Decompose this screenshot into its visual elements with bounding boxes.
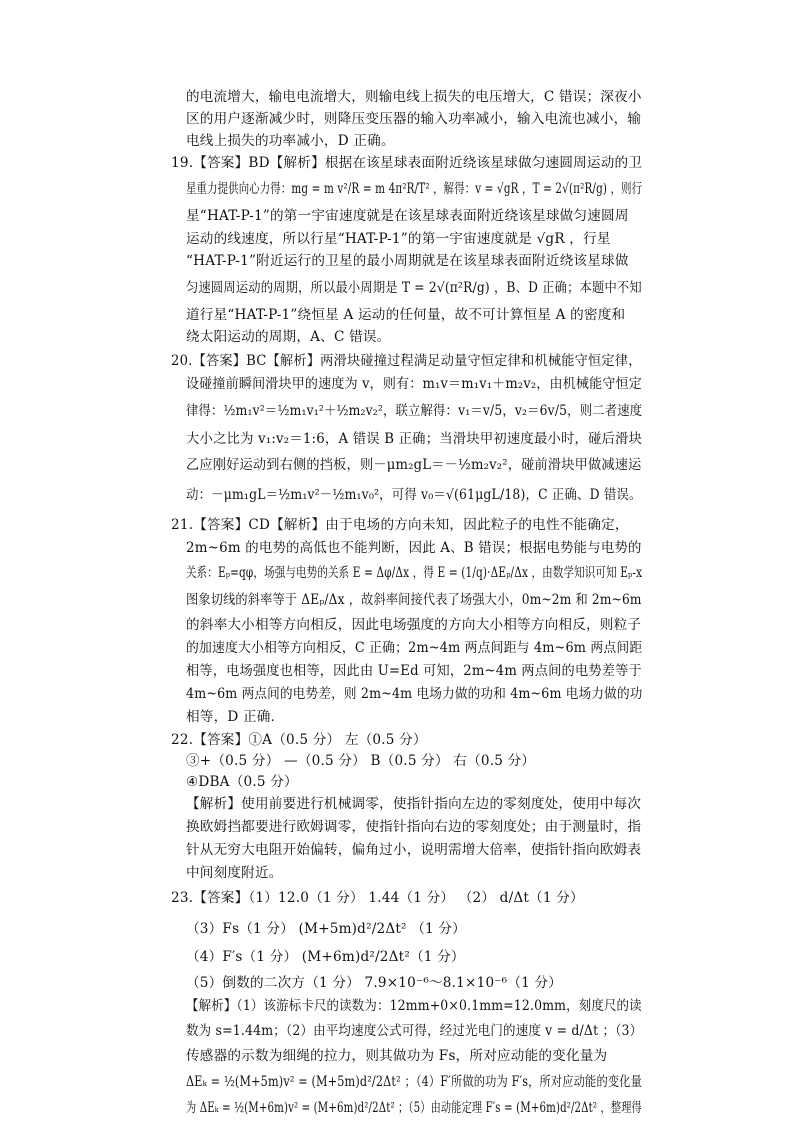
text-line-l35: （3）Fs（1 分） (M+5m)d²/2Δt² （1 分） — [186, 921, 466, 937]
text-line-l06: 星“HAT-P-1”的第一宇宙速度就是在该星球表面附近绕该星球做匀速圆周 — [186, 208, 629, 224]
text-line-l03: 电线上损失的功率减小，D 正确。 — [186, 133, 395, 149]
text-line-l24: 相等，电场强度也相等，因此由 U=Ed 可知，2m~4m 两点间的电势差等于 — [186, 663, 642, 679]
text-line-l02: 区的用户逐渐减少时，则降压变压器的输入功率减小，输入电流也减小，输 — [186, 111, 642, 127]
text-line-l15: 大小之比为 v₁:v₂＝1:6，A 错误 B 正确；当滑块甲初速度最小时，碰后滑块 — [186, 431, 643, 447]
text-line-l21: 图象切线的斜率等于 ΔEₚ/Δx ，故斜率间接代表了场强大小，0m~2m 和 2m~6m — [186, 592, 642, 608]
text-line-l39: 数为 s=1.44m；（2）由平均速度公式可得，经过光电门的速度 v = d/Δt ；（3） — [186, 1023, 643, 1039]
text-line-l33: 中间刻度附近。 — [186, 865, 283, 881]
text-line-l13: 设碰撞前瞬间滑块甲的速度为 v，则有：m₁v＝m₁v₁＋m₂v₂，由机械能守恒定 — [186, 376, 643, 392]
text-line-l04: 19.【答案】BD【解析】根据在该星球表面附近绕该星球做匀速圆周运动的卫 — [171, 155, 643, 171]
text-line-l10: 道行星“HAT-P-1”绕恒星 A 运动的任何量，故不可计算恒星 A 的密度和 — [186, 307, 626, 323]
text-line-l08: “HAT-P-1”附近运行的卫星的最小周期就是在该星球表面附近绕该星球做 — [186, 253, 629, 269]
text-line-l37: （5）倒数的二次方（1 分） 7.9×10⁻⁶～8.1×10⁻⁶（1 分） — [186, 975, 563, 991]
text-line-l30: 【解析】使用前要进行机械调零，使指针指向左边的零刻度处，使用中每次 — [186, 796, 642, 812]
text-line-l26: 相等，D 正确． — [186, 709, 285, 725]
text-line-l17: 动：－μm₁gL＝½m₁v²－½m₁v₀²，可得 v₀＝√(61μgL/18)，C 正确、D 错误。 — [186, 487, 642, 503]
text-line-l27: 22.【答案】①A（0.5 分） 左（0.5 分） — [171, 732, 427, 748]
text-line-l41: ΔEₖ = ½(M+5m)v² = (M+5m)d²/2Δt² ；（4）F′所做的功为 F′s，所对应动能的变化量 — [186, 1074, 642, 1090]
text-line-l23: 的加速度大小相等方向相反，C 正确；2m~4m 两点间距与 4m~6m 两点间距 — [186, 640, 643, 656]
text-line-l28: ③+（0.5 分） —（0.5 分） B（0.5 分） 右（0.5 分） — [186, 753, 536, 769]
text-line-l12: 20.【答案】BC【解析】两滑块碰撞过程满足动量守恒定律和机械能守恒定律， — [171, 353, 642, 369]
text-line-l22: 的斜率大小相等方向相反，因此电场强度的方向大小相等方向相反，则粒子 — [186, 617, 642, 633]
text-line-l31: 换欧姆挡都要进行欧姆调零，使指针指向右边的零刻度处；由于测量时，指 — [186, 819, 642, 835]
text-line-l11: 绕太阳运动的周期，A、C 错误。 — [186, 329, 391, 345]
text-line-l38: 【解析】（1）该游标卡尺的读数为：12mm+0×0.1mm=12.0mm，刻度尺的读 — [186, 998, 642, 1014]
text-line-l29: ④DBA（0.5 分） — [186, 774, 298, 790]
text-line-l05: 星重力提供向心力得：mg = m v²/R = m 4π²R/T² ，解得：v = √gR ，T = 2√(π²R/g) ，则行 — [186, 181, 643, 197]
text-line-l18: 21.【答案】CD【解析】由于电场的方向未知，因此粒子的电性不能确定， — [171, 517, 629, 533]
text-line-l16: 乙应刚好运动到右侧的挡板，则－μm₂gL＝－½m₂v₂²，碰前滑块甲做减速运 — [186, 457, 642, 473]
text-line-l25: 4m~6m 两点间的电势差，则 2m~4m 电场力做的功和 4m~6m 电场力做的功 — [186, 686, 643, 702]
text-line-l32: 针从无穷大电阻开始偏转，偏角过小，说明需增大倍率，使指针指向欧姆表 — [186, 842, 642, 858]
text-line-l14: 律得：½m₁v²＝½m₁v₁²＋½m₂v₂²，联立解得：v₁＝v/5，v₂＝6v/5，则二者速度 — [186, 403, 643, 419]
text-line-l09: 匀速圆周运动的周期，所以最小周期是 T = 2√(π²R/g) ，B、D 正确；本题中不知 — [186, 280, 642, 296]
text-line-l40: 传感器的示数为细绳的拉力，则其做功为 Fs，所对应动能的变化量为 — [186, 1048, 608, 1064]
text-line-l20: 关系：Eₚ=qφ，场强与电势的关系 E = Δφ/Δx ，得 E = (1/q)·ΔEₚ/Δx ，由数学知识可知 Eₚ-x — [186, 565, 643, 581]
text-line-l34: 23.【答案】（1）12.0（1 分） 1.44（1 分） （2） d/Δt（1 分） — [171, 890, 584, 906]
text-line-l07: 运动的线速度，所以行星“HAT-P-1”的第一宇宙速度就是 √gR ，行星 — [186, 231, 611, 247]
text-line-l36: （4）F′s（1 分） (M+6m)d²/2Δt²（1 分） — [186, 949, 465, 965]
text-line-l42: 为 ΔEₖ = ½(M+6m)v² = (M+6m)d²/2Δt² ；（5）由动能定理 F′s = (M+6m)d²/2Δt² ，整理得 — [186, 1100, 642, 1116]
text-line-l01: 的电流增大，输电电流增大，则输电线上损失的电压增大，C 错误；深夜小 — [186, 89, 642, 105]
text-line-l19: 2m~6m 的电势的高低也不能判断，因此 A、B 错误；根据电势能与电势的 — [186, 540, 642, 556]
